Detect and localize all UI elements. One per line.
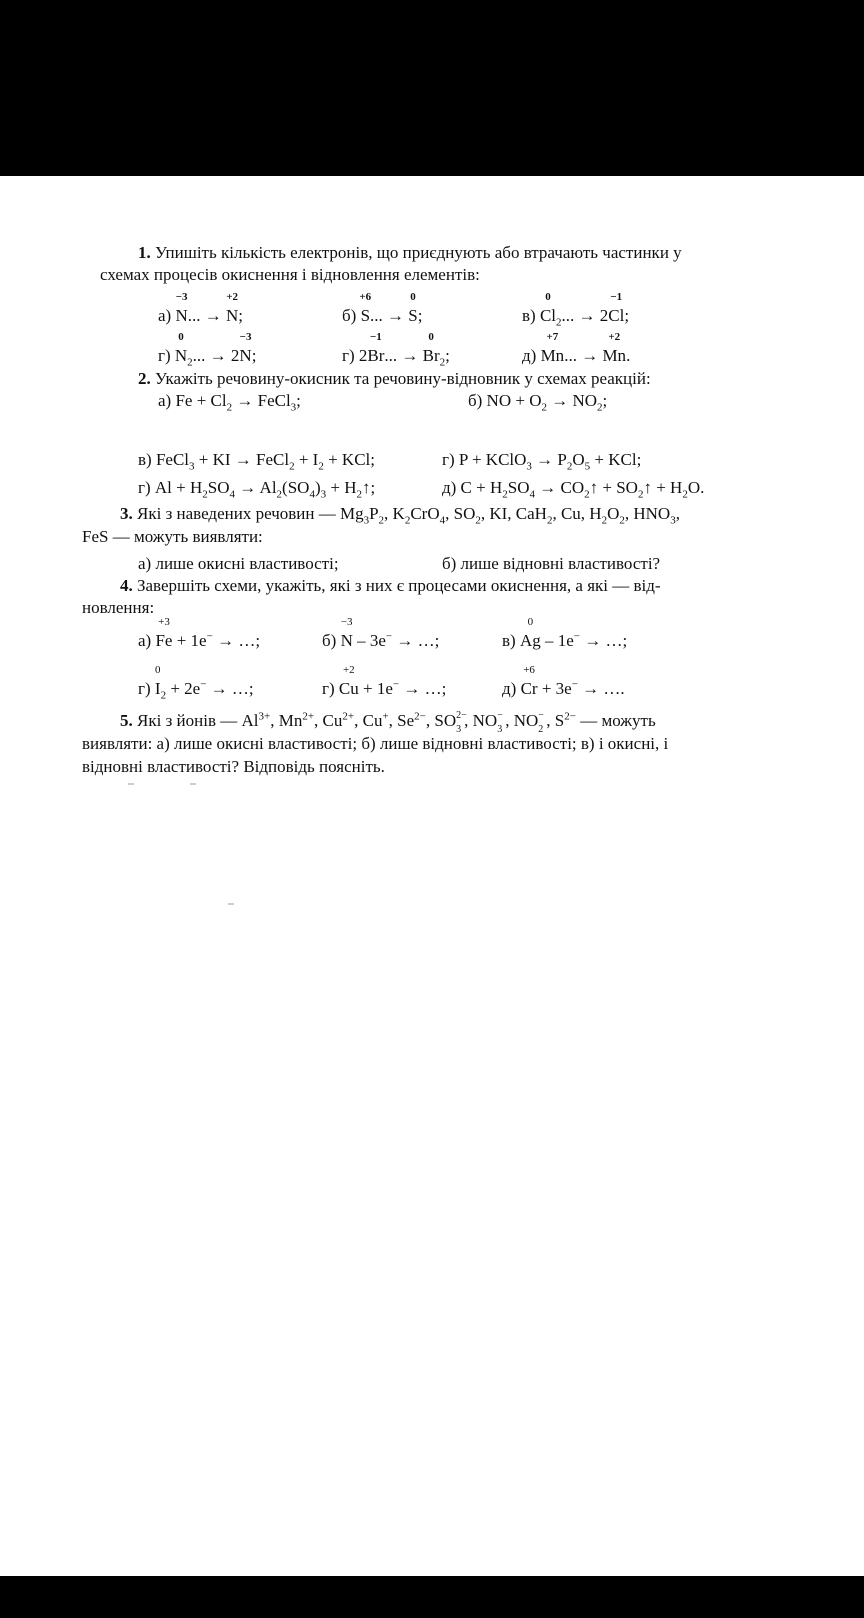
task5-line3: відновні властивості? Відповідь поясніть. <box>82 757 385 776</box>
task5-line1: 5. Які з йонів — $Al^{3+}$, $Mn^{2+}$, $Cu^{2+}$, Cu+, $Se^{2-}$, SO 2− 3 , NO − 3 , NO − 2 , $S^{2-}$ — можуть <box>120 710 656 735</box>
task3-option-b: б) лише відновні властивості? <box>442 554 661 573</box>
task2-item-v: в) FeCl$_3$ + KI → FeCl$_2$ + $I_2$ + KCl; <box>138 450 375 473</box>
scan-smudge <box>228 903 234 905</box>
task2-item-a: а) $Fe + Cl_2$ → FeCl$_3$; <box>158 391 301 414</box>
task4-line2: новлення: <box>82 598 155 617</box>
task2-item-g: г) P + KClO$_3$ → $P_2O_5$ + KCl; <box>442 450 642 473</box>
task3-line1: 3. Які з наведених речовин — $Mg_3P_2$, $K_2CrO_4$, $SO_2$, KI, CaH$_2$, Cu, $H_2O_2$, $HNO_3$, <box>120 504 680 527</box>
task1-item-g: г) 0 $N_2$... → 2 −3 N; <box>158 331 257 369</box>
task2-title: 2. Укажіть речовину-окисник та речовину-відновник у схемах реакцій: <box>138 369 651 388</box>
task1-item-v: в) 0 $Cl_2$... → 2 −1 Cl; <box>522 291 630 329</box>
task4-item-g: г) 0 $I_2 + 2e^-$ → …; <box>138 664 254 702</box>
task1-item-a: а) −3 N... → +2 N; <box>158 291 244 325</box>
task4-line1: 4. Завершіть схеми, укажіть, які з них є процесами окиснення, а які — від- <box>120 576 661 595</box>
task2-item-d: д) $C + H_2SO_4$ → $CO_2↑$ + $SO_2↑ + H_2O$. <box>442 478 705 501</box>
task3-line2: FeS — можуть виявляти: <box>82 527 263 546</box>
task5-line2: виявляти: а) лише окисні властивості; б) лише відновні властивості; в) і окисні, і <box>82 734 669 753</box>
task2-item-b: б) NO + $O_2 \to NO_2$; <box>468 391 608 414</box>
scan-smudge <box>128 783 134 785</box>
task4-item-d: д) +6 Cr + 3e− → …. <box>502 664 625 698</box>
top-black-bar <box>0 0 864 176</box>
task3-option-a: а) лише окисні властивості; <box>138 554 339 573</box>
task4-item-g2: г) +2 Cu + 1e− → …; <box>322 664 447 698</box>
task4-item-b: б) −3 N – 3e− → …; <box>322 616 440 650</box>
task2-item-g2: г) $Al + H_2SO_4 \to Al_2(SO_4)_3$ + $H_2↑$; <box>138 478 376 501</box>
task1-item-g2: г) 2 −1 Br... → 0 $Br_2$; <box>342 331 450 369</box>
task4-item-a: а) +3 Fe + 1e− → …; <box>138 616 261 650</box>
document-page <box>0 176 864 1576</box>
task1-line1: 1. Упишіть кількість електронів, що приєднують або втрачають частинки у <box>138 243 682 262</box>
task1-item-b: б) +6 S... → 0 S; <box>342 291 423 325</box>
bottom-black-bar <box>0 1576 864 1618</box>
task1-line2: схемах процесів окиснення і відновлення елементів: <box>100 265 480 284</box>
task1-item-d: д) +7 Mn... → +2 Mn. <box>522 331 631 365</box>
task4-item-v: в) 0 Ag – 1e− → …; <box>502 616 628 650</box>
scan-smudge <box>190 783 196 785</box>
